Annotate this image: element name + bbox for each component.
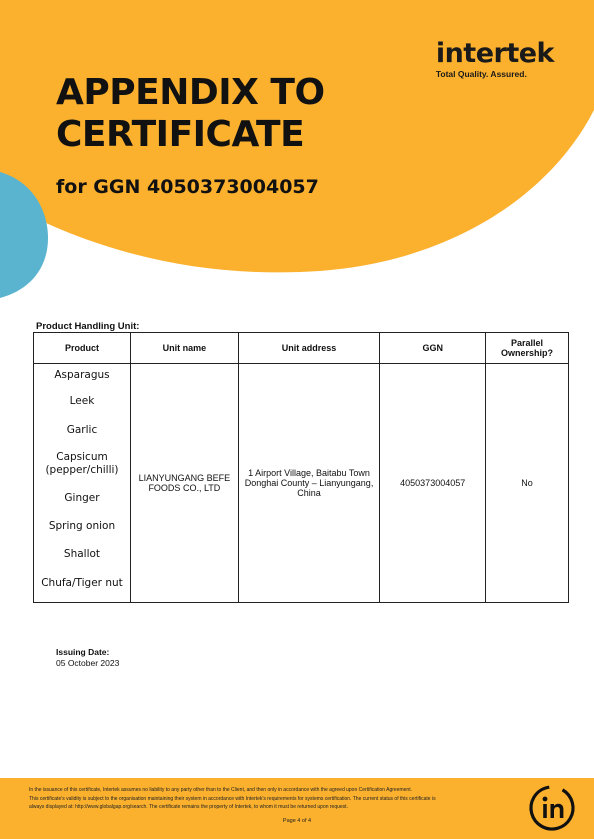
cell-products — [34, 364, 131, 603]
page-number: Page 4 of 4 — [282, 818, 312, 824]
document-title — [56, 72, 325, 156]
logo-tagline: Total Quality. Assured. — [435, 69, 527, 79]
header-unit-name: Unit name — [130, 333, 238, 364]
header-ggn: GGN — [380, 333, 486, 364]
issuing-date-label: Issuing Date: — [56, 647, 110, 657]
list-item: Ginger — [64, 492, 100, 504]
footer-disclaimer — [29, 786, 529, 812]
list-item: Leek — [69, 395, 95, 407]
header-parallel-ownership: Parallel Ownership? — [486, 333, 569, 364]
list-item: Garlic — [66, 424, 98, 436]
product-list — [38, 369, 126, 590]
intertek-in-icon — [527, 783, 577, 833]
document-subtitle: for GGN 4050373004057 — [56, 176, 319, 198]
list-item: Capsicum (pepper/chilli) — [45, 451, 119, 476]
footer-line-2: This certificate’s validity is subject to the organisation maintaining their system in accordance with Intertek’s requirements for systems certification. The current status of this certificate is — [29, 795, 436, 802]
issuing-date-value: 05 October 2023 — [56, 658, 120, 668]
issuing-block — [56, 647, 119, 669]
table-header-row — [34, 333, 569, 364]
handling-unit-table — [33, 332, 569, 603]
cell-unit-address: 1 Airport Village, Baitabu Town Donghai County – Lianyungang, China — [238, 364, 380, 603]
handling-unit-label: Product Handling Unit: — [36, 321, 140, 332]
title-line-2: CERTIFICATE — [56, 114, 305, 155]
cell-parallel-ownership: No — [486, 364, 569, 603]
list-item: Shallot — [63, 548, 101, 560]
header-product: Product — [34, 333, 131, 364]
list-item: Spring onion — [48, 520, 116, 532]
footer-band — [0, 778, 594, 839]
table-row — [34, 364, 569, 603]
header-unit-address: Unit address — [238, 333, 380, 364]
footer-line-3: always displayed at: http://www.globalgap.org/search. The certificate remains the property of Intertek, to whom it must be returned upon request. — [29, 804, 348, 811]
logo-wordmark: intertek — [435, 38, 554, 69]
footer-line-1: In the issuance of this certificate, Intertek assumes no liability to any party other than to the Client, and then only in accordance with the agreed upon Certification Agreement. — [29, 787, 412, 793]
list-item: Chufa/Tiger nut — [41, 577, 123, 589]
list-item: Asparagus — [54, 369, 110, 381]
title-line-1: APPENDIX TO — [56, 72, 325, 113]
cell-ggn: 4050373004057 — [380, 364, 486, 603]
intertek-logo — [436, 40, 554, 79]
cell-unit-name: LIANYUNGANG BEFE FOODS CO., LTD — [130, 364, 238, 603]
